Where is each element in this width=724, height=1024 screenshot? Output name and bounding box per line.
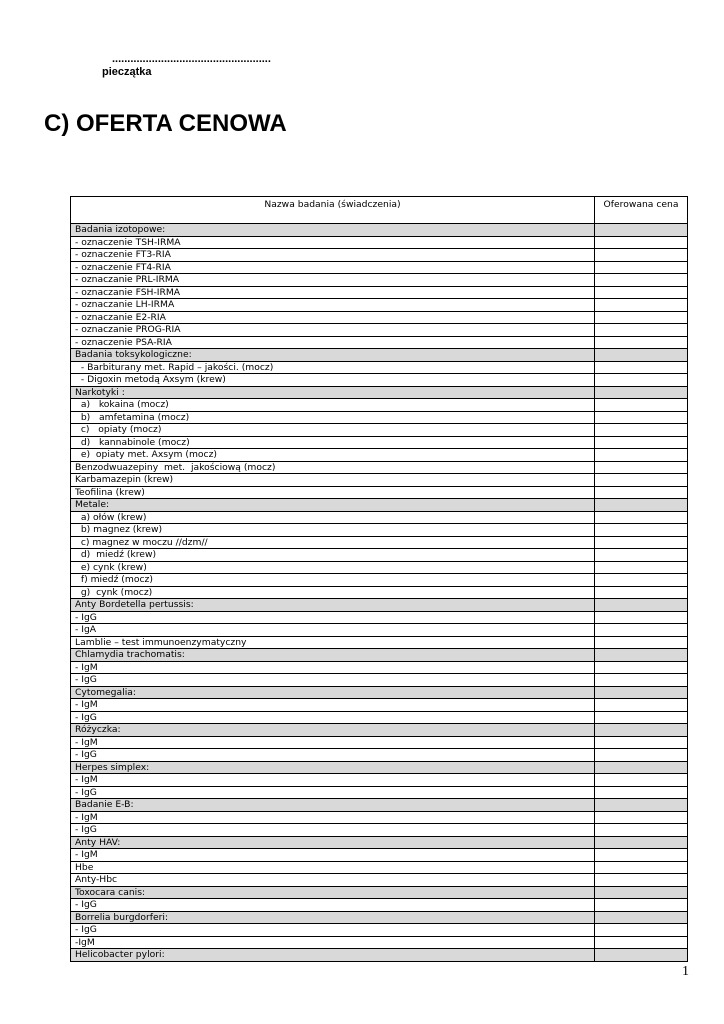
price-cell — [595, 699, 688, 712]
table-section-row — [71, 649, 688, 662]
price-cell — [595, 936, 688, 949]
test-name-cell: e) opiaty met. Axsym (mocz) — [71, 449, 595, 462]
section-label: Cytomegalia: — [71, 686, 595, 699]
table-row — [71, 261, 688, 274]
test-name-cell: - IgM — [71, 849, 595, 862]
table-row — [71, 249, 688, 262]
table-section-row — [71, 799, 688, 812]
price-cell — [595, 361, 688, 374]
table-row — [71, 336, 688, 349]
price-cell — [595, 749, 688, 762]
section-label: Toxocara canis: — [71, 886, 595, 899]
price-cell — [595, 586, 688, 599]
section-label: Borrelia burgdorferi: — [71, 911, 595, 924]
price-cell — [595, 611, 688, 624]
price-cell — [595, 286, 688, 299]
section-label: Anty HAV: — [71, 836, 595, 849]
price-cell — [595, 799, 688, 812]
table-row — [71, 874, 688, 887]
table-row — [71, 424, 688, 437]
table-section-row — [71, 911, 688, 924]
table-row — [71, 699, 688, 712]
table-section-row — [71, 724, 688, 737]
table-row — [71, 311, 688, 324]
price-cell — [595, 786, 688, 799]
section-label: Helicobacter pylori: — [71, 949, 595, 962]
table-row — [71, 586, 688, 599]
price-cell — [595, 261, 688, 274]
test-name-cell: Karbamazepin (krew) — [71, 474, 595, 487]
table-row — [71, 749, 688, 762]
test-name-cell: - Digoxin metodą Axsym (krew) — [71, 374, 595, 387]
test-name-cell: a) kokaina (mocz) — [71, 399, 595, 412]
price-cell — [595, 524, 688, 537]
table-row — [71, 374, 688, 387]
price-cell — [595, 736, 688, 749]
table-row — [71, 436, 688, 449]
test-name-cell: - IgG — [71, 749, 595, 762]
section-label: Badania izotopowe: — [71, 224, 595, 237]
test-name-cell: - IgG — [71, 674, 595, 687]
table-header-row — [71, 197, 688, 224]
table-row — [71, 324, 688, 337]
table-section-row — [71, 836, 688, 849]
test-name-cell: c) magnez w moczu //dzm// — [71, 536, 595, 549]
price-cell — [595, 899, 688, 912]
price-cell — [595, 574, 688, 587]
test-name-cell: Benzodwuazepiny met. jakościową (mocz) — [71, 461, 595, 474]
price-cell — [595, 236, 688, 249]
table-row — [71, 899, 688, 912]
table-body — [71, 224, 688, 962]
section-label: Różyczka: — [71, 724, 595, 737]
page-number: 1 — [682, 964, 689, 979]
table-row — [71, 449, 688, 462]
table-row — [71, 549, 688, 562]
page-title: C) OFERTA CENOWA — [44, 110, 287, 137]
price-cell — [595, 449, 688, 462]
test-name-cell: - oznaczenie TSH-IRMA — [71, 236, 595, 249]
table-row — [71, 399, 688, 412]
table-row — [71, 361, 688, 374]
price-cell — [595, 411, 688, 424]
section-label: Chlamydia trachomatis: — [71, 649, 595, 662]
price-cell — [595, 886, 688, 899]
price-offer-table — [70, 196, 688, 962]
section-label: Herpes simplex: — [71, 761, 595, 774]
table-row — [71, 674, 688, 687]
price-cell — [595, 399, 688, 412]
test-name-cell: - IgM — [71, 736, 595, 749]
test-name-cell: - IgM — [71, 699, 595, 712]
price-cell — [595, 861, 688, 874]
price-cell — [595, 761, 688, 774]
price-cell — [595, 911, 688, 924]
price-cell — [595, 636, 688, 649]
price-cell — [595, 386, 688, 399]
test-name-cell: - oznaczanie E2-RIA — [71, 311, 595, 324]
test-name-cell: - IgG — [71, 924, 595, 937]
price-cell — [595, 311, 688, 324]
test-name-cell: -IgM — [71, 936, 595, 949]
table-row — [71, 924, 688, 937]
table-section-row — [71, 599, 688, 612]
test-name-cell: Anty-Hbc — [71, 874, 595, 887]
stamp-dotted-line: .................................................... — [112, 53, 271, 65]
price-cell — [595, 461, 688, 474]
test-name-cell: g) cynk (mocz) — [71, 586, 595, 599]
table-section-row — [71, 386, 688, 399]
table-row — [71, 486, 688, 499]
table-section-row — [71, 761, 688, 774]
test-name-cell: e) cynk (krew) — [71, 561, 595, 574]
table-row — [71, 611, 688, 624]
price-cell — [595, 274, 688, 287]
test-name-cell: a) ołów (krew) — [71, 511, 595, 524]
table-row — [71, 511, 688, 524]
section-label: Badania toksykologiczne: — [71, 349, 595, 362]
test-name-cell: - IgM — [71, 811, 595, 824]
section-label: Narkotyki : — [71, 386, 595, 399]
table-row — [71, 786, 688, 799]
test-name-cell: f) miedź (mocz) — [71, 574, 595, 587]
price-cell — [595, 499, 688, 512]
table-row — [71, 936, 688, 949]
test-name-cell: - IgA — [71, 624, 595, 637]
column-header-test-name: Nazwa badania (świadczenia) — [71, 197, 595, 224]
test-name-cell: - oznaczenie FT4-RIA — [71, 261, 595, 274]
test-name-cell: d) miedź (krew) — [71, 549, 595, 562]
test-name-cell: - IgG — [71, 711, 595, 724]
test-name-cell: - IgG — [71, 786, 595, 799]
table-row — [71, 274, 688, 287]
table-row — [71, 736, 688, 749]
price-cell — [595, 924, 688, 937]
table-row — [71, 774, 688, 787]
table-section-row — [71, 886, 688, 899]
price-cell — [595, 774, 688, 787]
test-name-cell: - oznaczanie LH-IRMA — [71, 299, 595, 312]
table-section-row — [71, 224, 688, 237]
section-label: Anty Bordetella pertussis: — [71, 599, 595, 612]
test-name-cell: - Barbiturany met. Rapid – jakości. (mocz) — [71, 361, 595, 374]
price-cell — [595, 599, 688, 612]
table-section-row — [71, 686, 688, 699]
price-cell — [595, 624, 688, 637]
price-cell — [595, 486, 688, 499]
price-cell — [595, 849, 688, 862]
column-header-offered-price: Oferowana cena — [595, 197, 688, 224]
section-label: Metale: — [71, 499, 595, 512]
test-name-cell: - IgG — [71, 899, 595, 912]
test-name-cell: d) kannabinole (mocz) — [71, 436, 595, 449]
price-cell — [595, 649, 688, 662]
price-cell — [595, 811, 688, 824]
price-cell — [595, 299, 688, 312]
table-row — [71, 624, 688, 637]
test-name-cell: - IgM — [71, 661, 595, 674]
price-cell — [595, 686, 688, 699]
table-row — [71, 811, 688, 824]
price-cell — [595, 424, 688, 437]
table-row — [71, 849, 688, 862]
table-row — [71, 861, 688, 874]
table-row — [71, 411, 688, 424]
table-section-row — [71, 499, 688, 512]
test-name-cell: - oznaczenie PSA-RIA — [71, 336, 595, 349]
price-cell — [595, 949, 688, 962]
table-row — [71, 286, 688, 299]
section-label: Badanie E-B: — [71, 799, 595, 812]
test-name-cell: - oznaczenie FT3-RIA — [71, 249, 595, 262]
table-row — [71, 299, 688, 312]
test-name-cell: c) opiaty (mocz) — [71, 424, 595, 437]
price-cell — [595, 874, 688, 887]
price-cell — [595, 824, 688, 837]
price-cell — [595, 661, 688, 674]
table-row — [71, 536, 688, 549]
price-cell — [595, 536, 688, 549]
price-cell — [595, 549, 688, 562]
table-row — [71, 636, 688, 649]
test-name-cell: - IgG — [71, 611, 595, 624]
price-cell — [595, 224, 688, 237]
price-cell — [595, 436, 688, 449]
test-name-cell: - oznaczanie PRL-IRMA — [71, 274, 595, 287]
table-row — [71, 561, 688, 574]
table-row — [71, 661, 688, 674]
test-name-cell: - IgG — [71, 824, 595, 837]
price-cell — [595, 711, 688, 724]
price-cell — [595, 374, 688, 387]
test-name-cell: Teofilina (krew) — [71, 486, 595, 499]
table-row — [71, 474, 688, 487]
price-cell — [595, 836, 688, 849]
table-row — [71, 461, 688, 474]
price-cell — [595, 249, 688, 262]
price-cell — [595, 336, 688, 349]
table-row — [71, 824, 688, 837]
price-cell — [595, 724, 688, 737]
test-name-cell: b) amfetamina (mocz) — [71, 411, 595, 424]
table-row — [71, 711, 688, 724]
test-name-cell: Lamblie – test immunoenzymatyczny — [71, 636, 595, 649]
price-cell — [595, 324, 688, 337]
test-name-cell: - oznaczanie PROG-RIA — [71, 324, 595, 337]
price-cell — [595, 561, 688, 574]
stamp-label: pieczątka — [102, 66, 152, 78]
table-section-row — [71, 949, 688, 962]
price-cell — [595, 349, 688, 362]
table-section-row — [71, 349, 688, 362]
table-row — [71, 236, 688, 249]
price-cell — [595, 474, 688, 487]
table-row — [71, 524, 688, 537]
test-name-cell: Hbe — [71, 861, 595, 874]
price-cell — [595, 511, 688, 524]
table-row — [71, 574, 688, 587]
test-name-cell: - oznaczanie FSH-IRMA — [71, 286, 595, 299]
price-cell — [595, 674, 688, 687]
test-name-cell: - IgM — [71, 774, 595, 787]
test-name-cell: b) magnez (krew) — [71, 524, 595, 537]
